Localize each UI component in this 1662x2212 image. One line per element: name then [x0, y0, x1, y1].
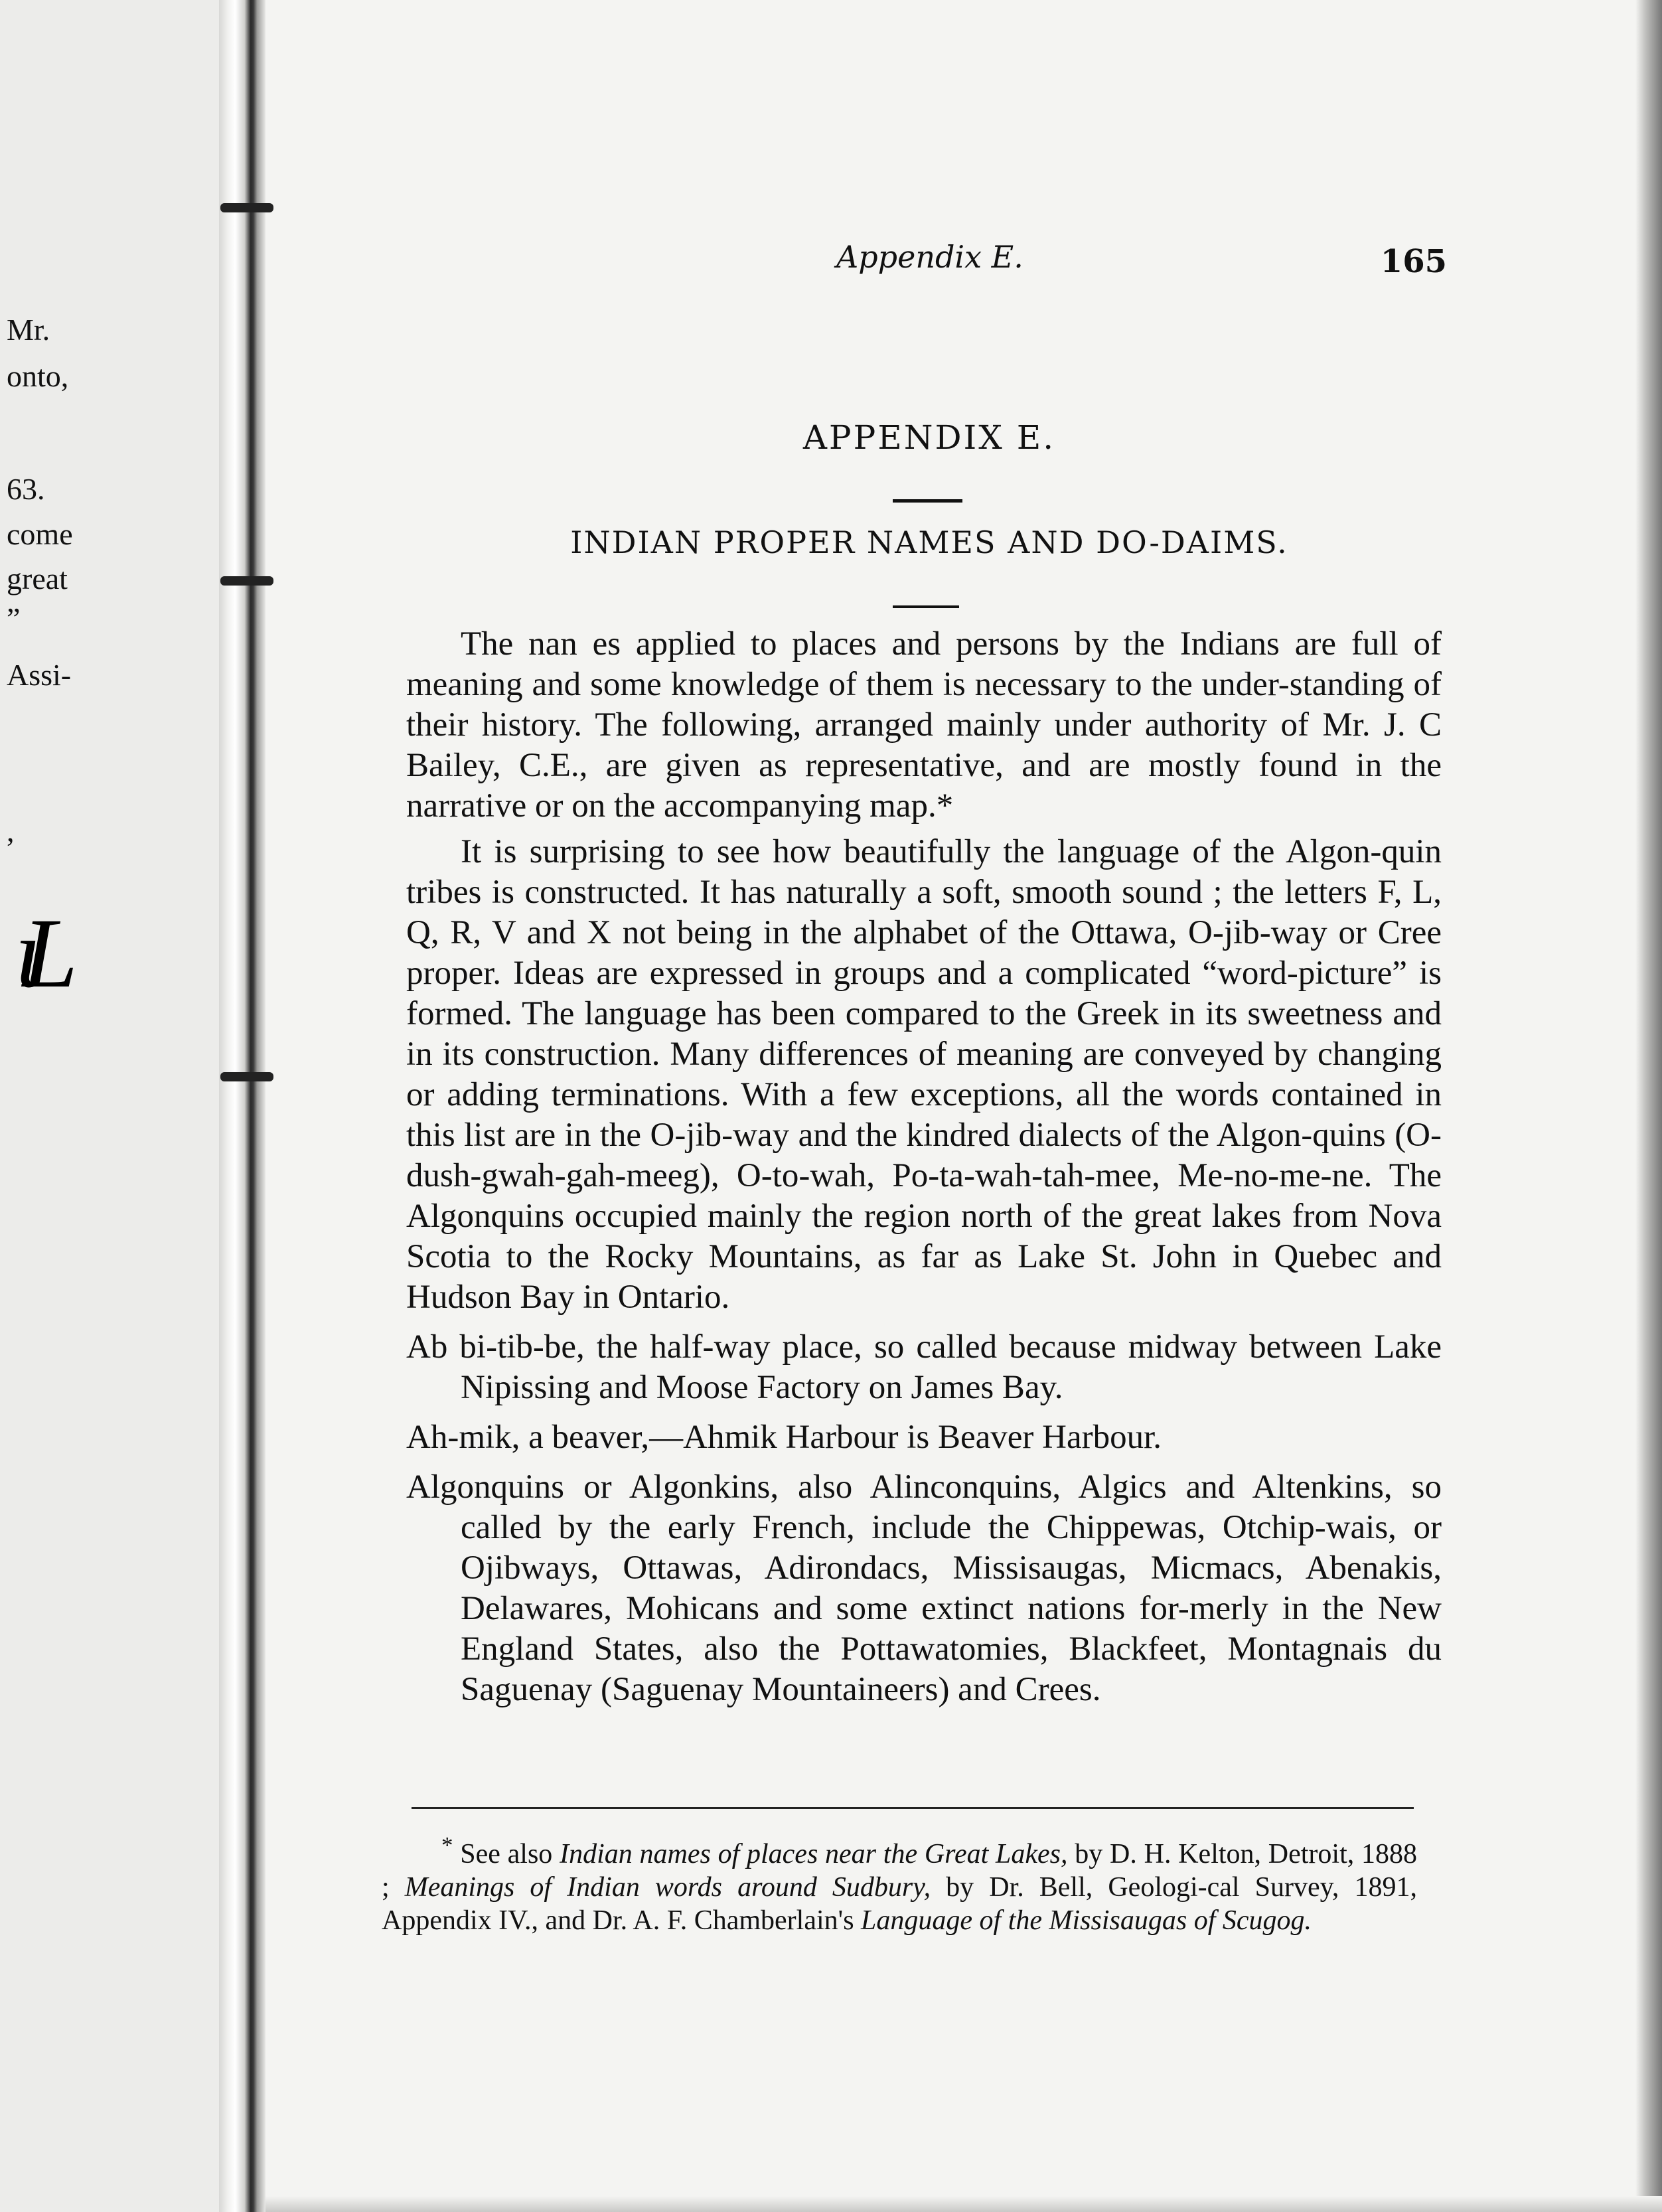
binding-stitch — [220, 1072, 273, 1081]
footnote-text: by D. H. Kelton, Detroit, 1888 ; — [382, 1839, 1418, 1903]
running-head: Appendix E. — [836, 239, 1023, 275]
footnote-citation: Language of the Missisaugas of Scugog. — [861, 1905, 1312, 1936]
facing-page-line: great — [7, 562, 68, 595]
section-subtitle: INDIAN PROPER NAMES AND DO-DAIMS. — [570, 524, 1288, 560]
footnote-text: by Dr. Bell, Geologi-cal Survey, 1891, Appendix IV., and Dr. A. F. Chamberlain's — [382, 1872, 1417, 1936]
glossary-entry: Ab bi-tib-be, the half-way place, so called because midway between Lake Nipissing and Moose Factory on James Bay. — [406, 1328, 1442, 1406]
body-text — [406, 624, 1442, 1710]
footnote-marker: * — [441, 1832, 453, 1858]
running-header — [412, 239, 1447, 285]
facing-page-line: Mr. — [7, 313, 50, 347]
facing-page-line: 63. — [7, 472, 45, 506]
footnote — [382, 1829, 1417, 1937]
binding-stitch — [220, 576, 273, 586]
facing-page-line: ” — [7, 601, 21, 635]
facing-page-line: Assi- — [7, 658, 72, 692]
footnote-text: See also — [453, 1839, 560, 1869]
paragraph: It is surprising to see how beautifully the language of the Algon-quin tribes is constructed. It has naturally a soft, smooth sound ; the letters F, L, Q, R, V and X not being in the alphabet of the Ottawa, O-jib-way or Cree proper. Ideas are expressed in groups and a complicated “word-picture” is formed. The language has been compared to the Greek in its sweetness and in its construction. Many differences of meaning are conveyed by changing or adding terminations. With a few exceptions, all the words contained in this list are in the O-jib-way and the kindred dialects of the Algon-quins (O-dush-gwah-gah-meeg), O-to-wah, Po-ta-wah-tah-mee, Me-no-me-ne. The Algonquins occupied mainly the region north of the great lakes from Nova Scotia to the Rocky Mountains, as far as Lake St. John in Quebec and Hudson Bay in Ontario. — [406, 833, 1442, 1316]
paragraph: The nan es applied to places and persons by the Indians are full of meaning and some knowledge of them is necessary to the under-standing of their history. The following, arranged mainly under authority of Mr. J. C Bailey, C.E., are given as representative, and are mostly found in the narrative or on the accompanying map.* — [406, 625, 1442, 825]
subtitle-divider — [893, 605, 959, 608]
footnote-citation: Indian names of places near the Great Lakes, — [560, 1839, 1068, 1869]
glossary-entry: Algonquins or Algonkins, also Alinconquins, Algics and Altenkins, so called by the early French, include the Chippewas, Otchip-wais, or Ojibways, Ottawas, Adirondacs, Missisaugas, Micmacs, Abenakis, Delawares, Mohicans and some extinct nations for-merly in the New England States, also the Pottawatomies, Blackfeet, Montagnais du Saguenay (Saguenay Mountaineers) and Crees. — [406, 1468, 1442, 1708]
page-edge-shadow — [265, 2196, 1662, 2212]
binding-stitch — [220, 203, 273, 212]
title-divider — [893, 499, 962, 503]
book-gutter — [219, 0, 265, 2212]
glossary-entry: Ah-mik, a beaver,—Ahmik Harbour is Beaver Harbour. — [406, 1419, 1162, 1456]
facing-page-line: onto, — [7, 359, 69, 393]
footnote-rule — [412, 1807, 1414, 1809]
facing-page-line: come — [7, 517, 73, 551]
facing-page-line: , — [7, 814, 15, 848]
page-number: 165 — [1380, 243, 1447, 280]
facing-page — [0, 0, 219, 2212]
footnote-citation: Meanings of Indian words around Sudbury, — [404, 1872, 931, 1903]
page-edge-shadow — [1635, 0, 1662, 2212]
handwritten-mark: ιL — [15, 898, 58, 1008]
page-title: APPENDIX E. — [802, 418, 1056, 457]
